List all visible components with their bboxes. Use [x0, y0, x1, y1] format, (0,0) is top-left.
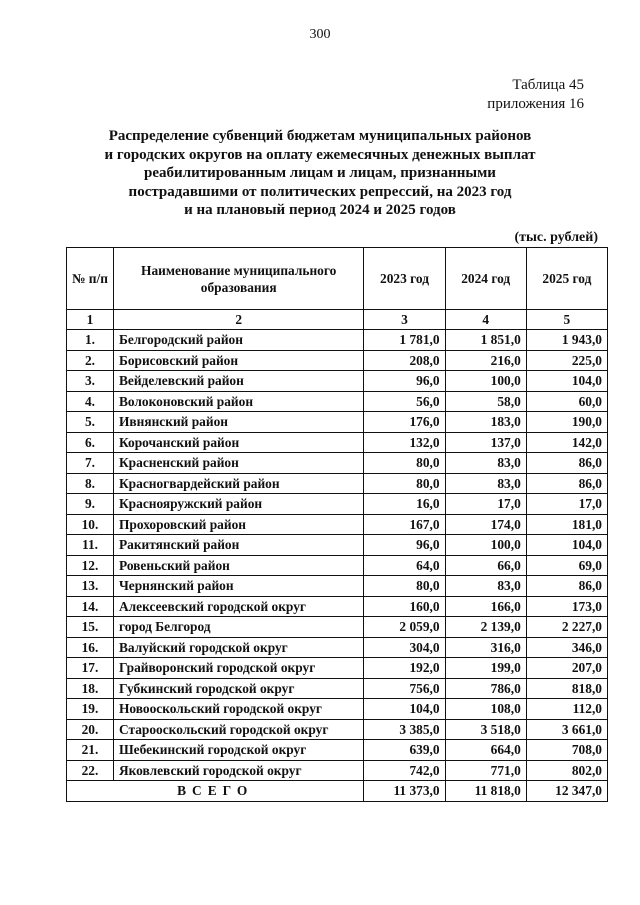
- value-2025: 181,0: [526, 514, 607, 535]
- value-2025: 173,0: [526, 596, 607, 617]
- table-row: [67, 453, 608, 474]
- table-row: [67, 699, 608, 720]
- municipality-name: Шебекинский городской округ: [113, 740, 363, 761]
- table-row: [67, 412, 608, 433]
- column-number: 3: [364, 310, 445, 330]
- municipality-name: город Белгород: [113, 617, 363, 638]
- municipality-name: Красногвардейский район: [113, 473, 363, 494]
- table-row: [67, 678, 608, 699]
- value-2023: 56,0: [364, 391, 445, 412]
- table-row: [67, 760, 608, 781]
- title-line: реабилитированным лицам и лицам, признанными: [144, 165, 496, 181]
- value-2024: 216,0: [445, 350, 526, 371]
- value-2023: 80,0: [364, 576, 445, 597]
- value-2024: 100,0: [445, 371, 526, 392]
- municipality-name: Яковлевский городской округ: [113, 760, 363, 781]
- table-row: [67, 494, 608, 515]
- row-number: 16.: [67, 637, 114, 658]
- value-2024: 664,0: [445, 740, 526, 761]
- municipality-name: Валуйский городской округ: [113, 637, 363, 658]
- municipality-name: Вейделевский район: [113, 371, 363, 392]
- table-row: [67, 617, 608, 638]
- unit-label: (тыс. рублей): [514, 230, 598, 245]
- value-2025: 86,0: [526, 576, 607, 597]
- table-row: [67, 330, 608, 351]
- value-2023: 2 059,0: [364, 617, 445, 638]
- value-2024: 183,0: [445, 412, 526, 433]
- table-reference: [487, 76, 584, 114]
- title-line: Распределение субвенций бюджетам муниципальных районов: [108, 128, 532, 144]
- value-2023: 304,0: [364, 637, 445, 658]
- header-row: [67, 248, 608, 310]
- municipality-name: Прохоровский район: [113, 514, 363, 535]
- row-number: 4.: [67, 391, 114, 412]
- row-number: 2.: [67, 350, 114, 371]
- title-line: и на плановый период 2024 и 2025 годов: [184, 202, 456, 218]
- total-2023: 11 373,0: [364, 781, 445, 802]
- value-2025: 104,0: [526, 535, 607, 556]
- row-number: 7.: [67, 453, 114, 474]
- row-number: 14.: [67, 596, 114, 617]
- table-row: [67, 740, 608, 761]
- value-2023: 3 385,0: [364, 719, 445, 740]
- value-2024: 3 518,0: [445, 719, 526, 740]
- value-2025: 818,0: [526, 678, 607, 699]
- value-2024: 83,0: [445, 453, 526, 474]
- row-number: 20.: [67, 719, 114, 740]
- subsidy-table: [66, 247, 608, 802]
- value-2023: 132,0: [364, 432, 445, 453]
- header-municipality: Наименование муниципального образования: [113, 248, 363, 310]
- value-2023: 16,0: [364, 494, 445, 515]
- value-2024: 83,0: [445, 473, 526, 494]
- column-number: 4: [445, 310, 526, 330]
- municipality-name: Чернянский район: [113, 576, 363, 597]
- row-number: 18.: [67, 678, 114, 699]
- municipality-name: Грайворонский городской округ: [113, 658, 363, 679]
- value-2025: 104,0: [526, 371, 607, 392]
- row-number: 17.: [67, 658, 114, 679]
- row-number: 19.: [67, 699, 114, 720]
- value-2023: 756,0: [364, 678, 445, 699]
- table-row: [67, 391, 608, 412]
- value-2024: 83,0: [445, 576, 526, 597]
- value-2024: 316,0: [445, 637, 526, 658]
- value-2023: 80,0: [364, 473, 445, 494]
- value-2023: 80,0: [364, 453, 445, 474]
- table-ref-line2: приложения 16: [487, 96, 584, 112]
- value-2024: 58,0: [445, 391, 526, 412]
- total-row: [67, 781, 608, 802]
- value-2025: 69,0: [526, 555, 607, 576]
- value-2025: 190,0: [526, 412, 607, 433]
- column-number: 5: [526, 310, 607, 330]
- value-2024: 2 139,0: [445, 617, 526, 638]
- header-number: № п/п: [67, 248, 114, 310]
- value-2025: 802,0: [526, 760, 607, 781]
- value-2025: 346,0: [526, 637, 607, 658]
- header-2024: 2024 год: [445, 248, 526, 310]
- table-row: [67, 473, 608, 494]
- table-ref-line1: Таблица 45: [512, 77, 584, 93]
- value-2024: 786,0: [445, 678, 526, 699]
- municipality-name: Красненский район: [113, 453, 363, 474]
- table-row: [67, 371, 608, 392]
- page-number: 300: [309, 27, 331, 42]
- value-2024: 771,0: [445, 760, 526, 781]
- value-2024: 137,0: [445, 432, 526, 453]
- row-number: 22.: [67, 760, 114, 781]
- table-row: [67, 719, 608, 740]
- table-row: [67, 576, 608, 597]
- municipality-name: Корочанский район: [113, 432, 363, 453]
- municipality-name: Краснояружский район: [113, 494, 363, 515]
- table-row: [67, 535, 608, 556]
- value-2023: 96,0: [364, 371, 445, 392]
- value-2025: 86,0: [526, 473, 607, 494]
- value-2024: 166,0: [445, 596, 526, 617]
- value-2023: 1 781,0: [364, 330, 445, 351]
- row-number: 10.: [67, 514, 114, 535]
- column-number: 1: [67, 310, 114, 330]
- row-number: 8.: [67, 473, 114, 494]
- value-2024: 199,0: [445, 658, 526, 679]
- table-row: [67, 637, 608, 658]
- value-2025: 112,0: [526, 699, 607, 720]
- table-row: [67, 658, 608, 679]
- table-row: [67, 596, 608, 617]
- municipality-name: Алексеевский городской округ: [113, 596, 363, 617]
- total-label: ВСЕГО: [67, 781, 364, 802]
- value-2023: 192,0: [364, 658, 445, 679]
- value-2024: 174,0: [445, 514, 526, 535]
- row-number: 9.: [67, 494, 114, 515]
- value-2024: 17,0: [445, 494, 526, 515]
- value-2025: 142,0: [526, 432, 607, 453]
- municipality-name: Ровеньский район: [113, 555, 363, 576]
- row-number: 6.: [67, 432, 114, 453]
- value-2023: 160,0: [364, 596, 445, 617]
- column-number-row: [67, 310, 608, 330]
- value-2023: 64,0: [364, 555, 445, 576]
- value-2023: 176,0: [364, 412, 445, 433]
- value-2023: 742,0: [364, 760, 445, 781]
- row-number: 11.: [67, 535, 114, 556]
- total-2024: 11 818,0: [445, 781, 526, 802]
- value-2024: 100,0: [445, 535, 526, 556]
- header-2023: 2023 год: [364, 248, 445, 310]
- column-number: 2: [113, 310, 363, 330]
- title-line: пострадавшими от политических репрессий, на 2023 год: [128, 183, 512, 200]
- title-line: и городских округов на оплату ежемесячных денежных выплат: [104, 146, 536, 163]
- table-row: [67, 432, 608, 453]
- value-2025: 225,0: [526, 350, 607, 371]
- row-number: 5.: [67, 412, 114, 433]
- value-2025: 708,0: [526, 740, 607, 761]
- value-2025: 2 227,0: [526, 617, 607, 638]
- value-2025: 60,0: [526, 391, 607, 412]
- value-2025: 3 661,0: [526, 719, 607, 740]
- value-2025: 207,0: [526, 658, 607, 679]
- municipality-name: Белгородский район: [113, 330, 363, 351]
- value-2023: 167,0: [364, 514, 445, 535]
- value-2023: 208,0: [364, 350, 445, 371]
- table-row: [67, 514, 608, 535]
- value-2025: 86,0: [526, 453, 607, 474]
- value-2024: 66,0: [445, 555, 526, 576]
- header-2025: 2025 год: [526, 248, 607, 310]
- value-2023: 639,0: [364, 740, 445, 761]
- row-number: 15.: [67, 617, 114, 638]
- municipality-name: Ракитянский район: [113, 535, 363, 556]
- value-2025: 1 943,0: [526, 330, 607, 351]
- row-number: 1.: [67, 330, 114, 351]
- table-row: [67, 350, 608, 371]
- value-2025: 17,0: [526, 494, 607, 515]
- value-2023: 104,0: [364, 699, 445, 720]
- value-2024: 108,0: [445, 699, 526, 720]
- municipality-name: Старооскольский городской округ: [113, 719, 363, 740]
- row-number: 13.: [67, 576, 114, 597]
- row-number: 3.: [67, 371, 114, 392]
- value-2024: 1 851,0: [445, 330, 526, 351]
- municipality-name: Волоконовский район: [113, 391, 363, 412]
- row-number: 12.: [67, 555, 114, 576]
- municipality-name: Губкинский городской округ: [113, 678, 363, 699]
- row-number: 21.: [67, 740, 114, 761]
- municipality-name: Ивнянский район: [113, 412, 363, 433]
- municipality-name: Новооскольский городской округ: [113, 699, 363, 720]
- document-title: [60, 127, 580, 220]
- value-2023: 96,0: [364, 535, 445, 556]
- municipality-name: Борисовский район: [113, 350, 363, 371]
- total-2025: 12 347,0: [526, 781, 607, 802]
- table-row: [67, 555, 608, 576]
